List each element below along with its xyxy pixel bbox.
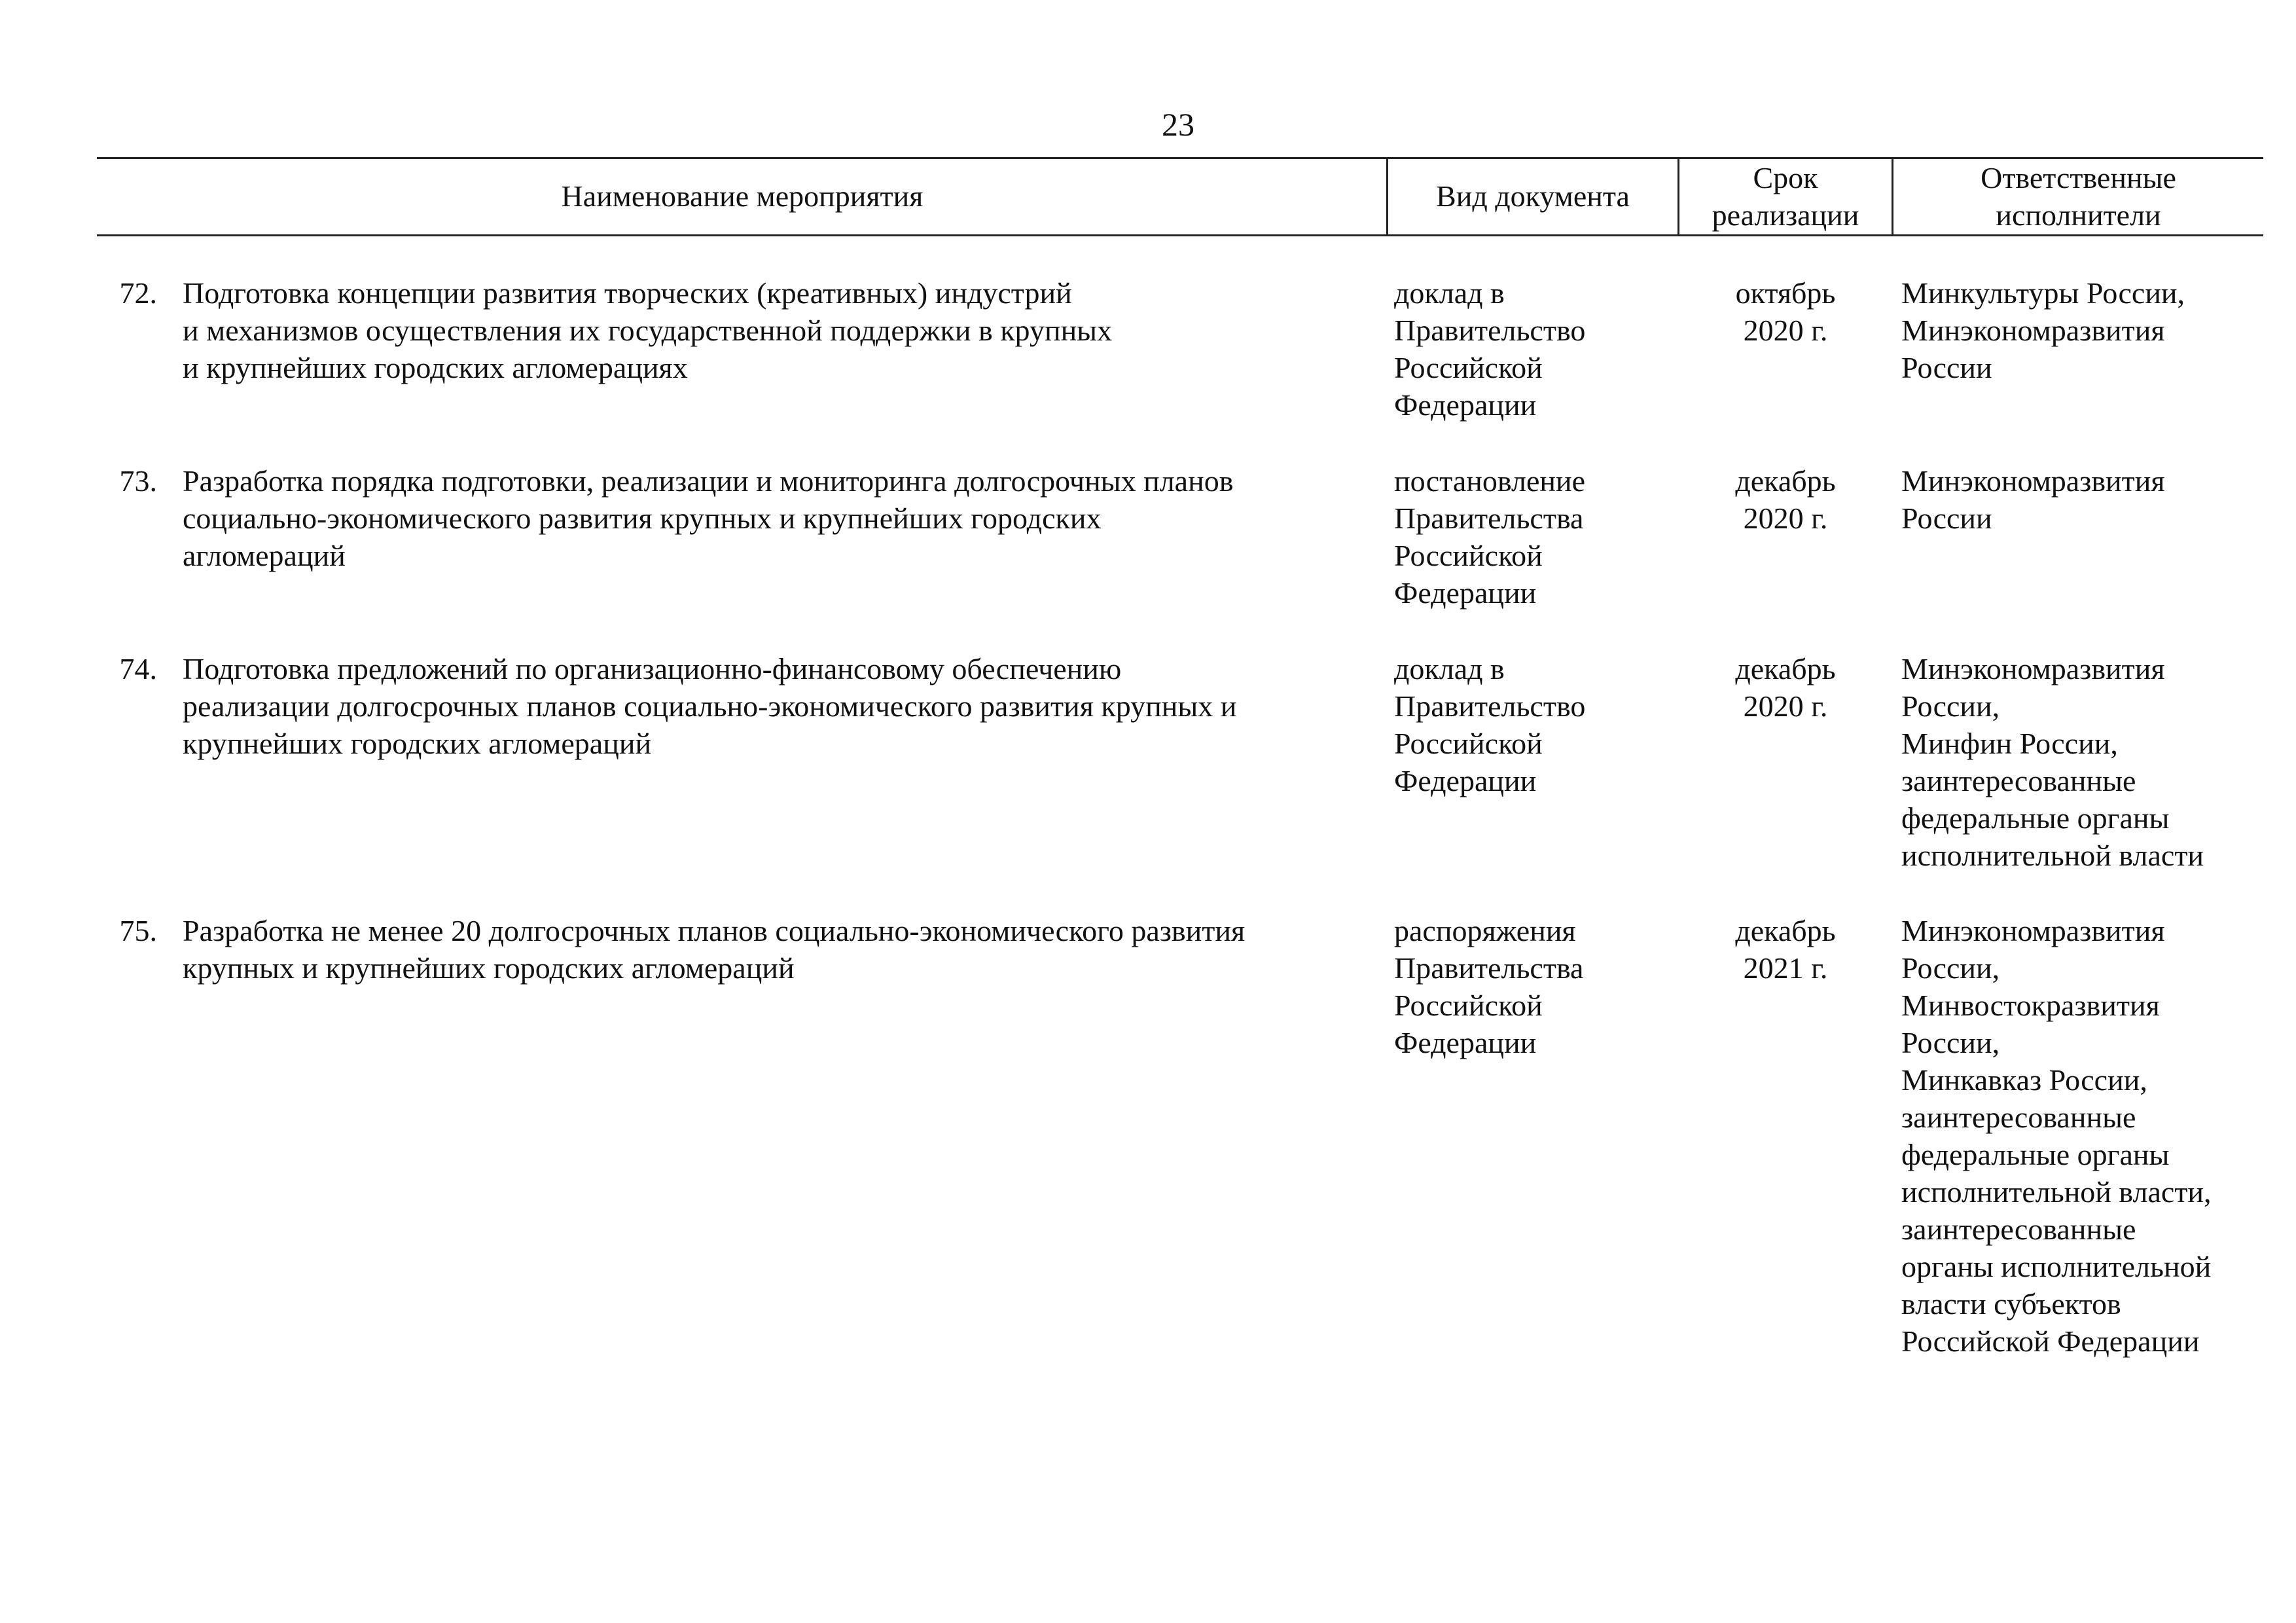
- row-name: Подготовка концепции развития творческих (креативных) индустрий и механизмов осуществления их государственной поддержки в крупных и крупнейших городских агломерациях: [183, 276, 1113, 384]
- header-col-term: Срок реализации: [1712, 161, 1859, 232]
- row-resp: Минкультуры России, Минэкономразвития России: [1901, 276, 2185, 384]
- row-number: 75.: [119, 914, 157, 947]
- row-term: декабрь 2020 г.: [1735, 464, 1836, 535]
- row-number: 74.: [119, 652, 157, 685]
- header-col-doc: Вид документа: [1436, 179, 1630, 213]
- row-name: Подготовка предложений по организационно-финансовому обеспечению реализации долгосрочных планов социально-экономического развития крупных и крупнейших городских агломераций: [183, 652, 1237, 760]
- row-name: Разработка не менее 20 долгосрочных планов социально-экономического развития крупных и крупнейших городских агломераций: [183, 914, 1246, 985]
- row-term: декабрь 2021 г.: [1735, 914, 1836, 985]
- row-doc: постановление Правительства Российской Федерации: [1394, 464, 1586, 610]
- header-bottom-rule: [97, 234, 2263, 236]
- row-resp: Минэкономразвития России: [1901, 464, 2165, 535]
- row-number: 72.: [119, 276, 157, 310]
- row-doc: доклад в Правительство Российской Федерации: [1394, 276, 1586, 422]
- row-doc: доклад в Правительство Российской Федерации: [1394, 652, 1586, 797]
- row-resp: Минэкономразвития России, Минфин России, заинтересованные федеральные органы исполнительной власти: [1901, 652, 2204, 872]
- row-term: декабрь 2020 г.: [1735, 652, 1836, 723]
- row-term: октябрь 2020 г.: [1735, 276, 1836, 347]
- row-doc: распоряжения Правительства Российской Федерации: [1394, 914, 1584, 1059]
- row-name: Разработка порядка подготовки, реализации и мониторинга долгосрочных планов социально-экономического развития крупных и крупнейших городских агломераций: [183, 464, 1234, 572]
- page-number: 23: [1162, 106, 1194, 143]
- header-col-resp: Ответственные исполнители: [1981, 161, 2176, 232]
- row-number: 73.: [119, 464, 157, 498]
- row-resp: Минэкономразвития России, Минвостокразвития России, Минкавказ России, заинтересованные федеральные органы исполнительной власти, заинтересованные органы исполнительной власти субъектов Российской Федерации: [1901, 914, 2212, 1358]
- header-col-name: Наименование мероприятия: [561, 179, 924, 213]
